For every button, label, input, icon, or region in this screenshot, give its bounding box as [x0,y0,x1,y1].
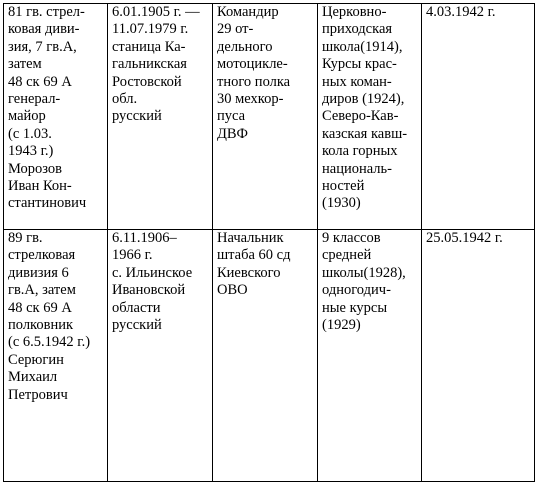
appointment-date-cell [422,4,535,230]
cell-text-line: 29 от- [217,21,254,38]
cell-text-line: тного полка [217,73,291,90]
officers-table-body [4,4,535,482]
cell-text-line: 48 ск 69 А [8,73,72,90]
unit-rank-name-cell [4,4,108,230]
cell-text-line: 11.07.1979 г. [112,21,189,38]
cell-text-line: генерал- [8,91,61,108]
cell-text-line: ностей [322,178,365,195]
cell-text-line: русский [112,108,162,125]
cell-text-line: Киевского [217,264,281,281]
cell-text-line: полковник [8,317,74,334]
cell-text-line: области [112,299,161,316]
birth-death-place-cell [108,4,213,230]
cell-text-line: русский [112,317,162,334]
cell-text-line: ДВФ [217,125,249,142]
cell-text-line: Ивановской [112,282,186,299]
cell-text-line: школа(1914), [322,38,403,55]
birth-death-place-cell [108,230,213,482]
cell-text-line: стантинович [8,195,87,212]
cell-text-line: стрелковая [8,247,76,264]
cell-text-line: 30 мехкор- [217,91,284,108]
cell-text-line: 81 гв. стрел- [8,4,85,20]
cell-text-line: ОВО [217,282,248,299]
cell-text-line: мотоцикле- [217,56,288,73]
cell-text-line: 6.01.1905 г. — [112,4,200,20]
education-cell [318,4,422,230]
officers-table [3,3,535,482]
cell-text-line: 25.05.1942 г. [426,230,503,246]
cell-text-line: 1943 г.) [8,143,54,160]
cell-text-line: 9 классов [322,230,381,246]
cell-text-line: дивизия 6 [8,264,69,281]
cell-text-line: пуса [217,108,246,125]
cell-text-line: гв.А, затем [8,282,76,299]
cell-text-line: Серюгин [8,351,64,368]
cell-text-line: одногодич- [322,282,391,299]
previous-position-cell [213,230,318,482]
previous-position-cell [213,4,318,230]
cell-text-line: Церковно- [322,4,387,20]
cell-text-line: обл. [112,91,138,108]
cell-text-line: станица Ка- [112,38,186,55]
cell-text-line: ковая диви- [8,21,80,38]
table-row [4,4,535,230]
cell-text-line: диров (1924), [322,91,405,108]
cell-text-line: ные курсы [322,299,388,316]
cell-text-line: дельного [217,38,273,55]
education-cell [318,230,422,482]
cell-text-line: штаба 60 сд [217,247,291,264]
unit-rank-name-cell [4,230,108,482]
cell-text-line: Михаил [8,369,58,386]
cell-text-line: ных коман- [322,73,392,90]
cell-text-line: 4.03.1942 г. [426,4,496,20]
cell-text-line: (1930) [322,195,361,212]
cell-text-line: 89 гв. [8,230,43,246]
cell-text-line: средней [322,247,372,264]
appointment-date-cell [422,230,535,482]
cell-text-line: кола горных [322,143,398,160]
cell-text-line: 48 ск 69 А [8,299,72,316]
cell-text-line: 1966 г. [112,247,153,264]
cell-text-line: Морозов [8,160,63,177]
cell-text-line: казская кавш- [322,125,408,142]
table-row [4,230,535,482]
cell-text-line: зия, 7 гв.А, [8,38,77,55]
cell-text-line: 6.11.1906– [112,230,177,246]
cell-text-line: приходская [322,21,393,38]
cell-text-line: (1929) [322,317,361,334]
cell-text-line: школы(1928), [322,264,406,281]
cell-text-line: Курсы крас- [322,56,397,73]
cell-text-line: Иван Кон- [8,178,72,195]
cell-text-line: затем [8,56,42,73]
cell-text-line: Северо-Кав- [322,108,399,125]
cell-text-line: Начальник [217,230,284,246]
cell-text-line: (с 1.03. [8,125,52,142]
cell-text-line: майор [8,108,46,125]
cell-text-line: Ростовской [112,73,182,90]
cell-text-line: националь- [322,160,392,177]
cell-text-line: (с 6.5.1942 г.) [8,334,91,351]
cell-text-line: Командир [217,4,279,20]
cell-text-line: гальникская [112,56,187,73]
cell-text-line: Петрович [8,386,68,403]
cell-text-line: с. Ильинское [112,264,193,281]
